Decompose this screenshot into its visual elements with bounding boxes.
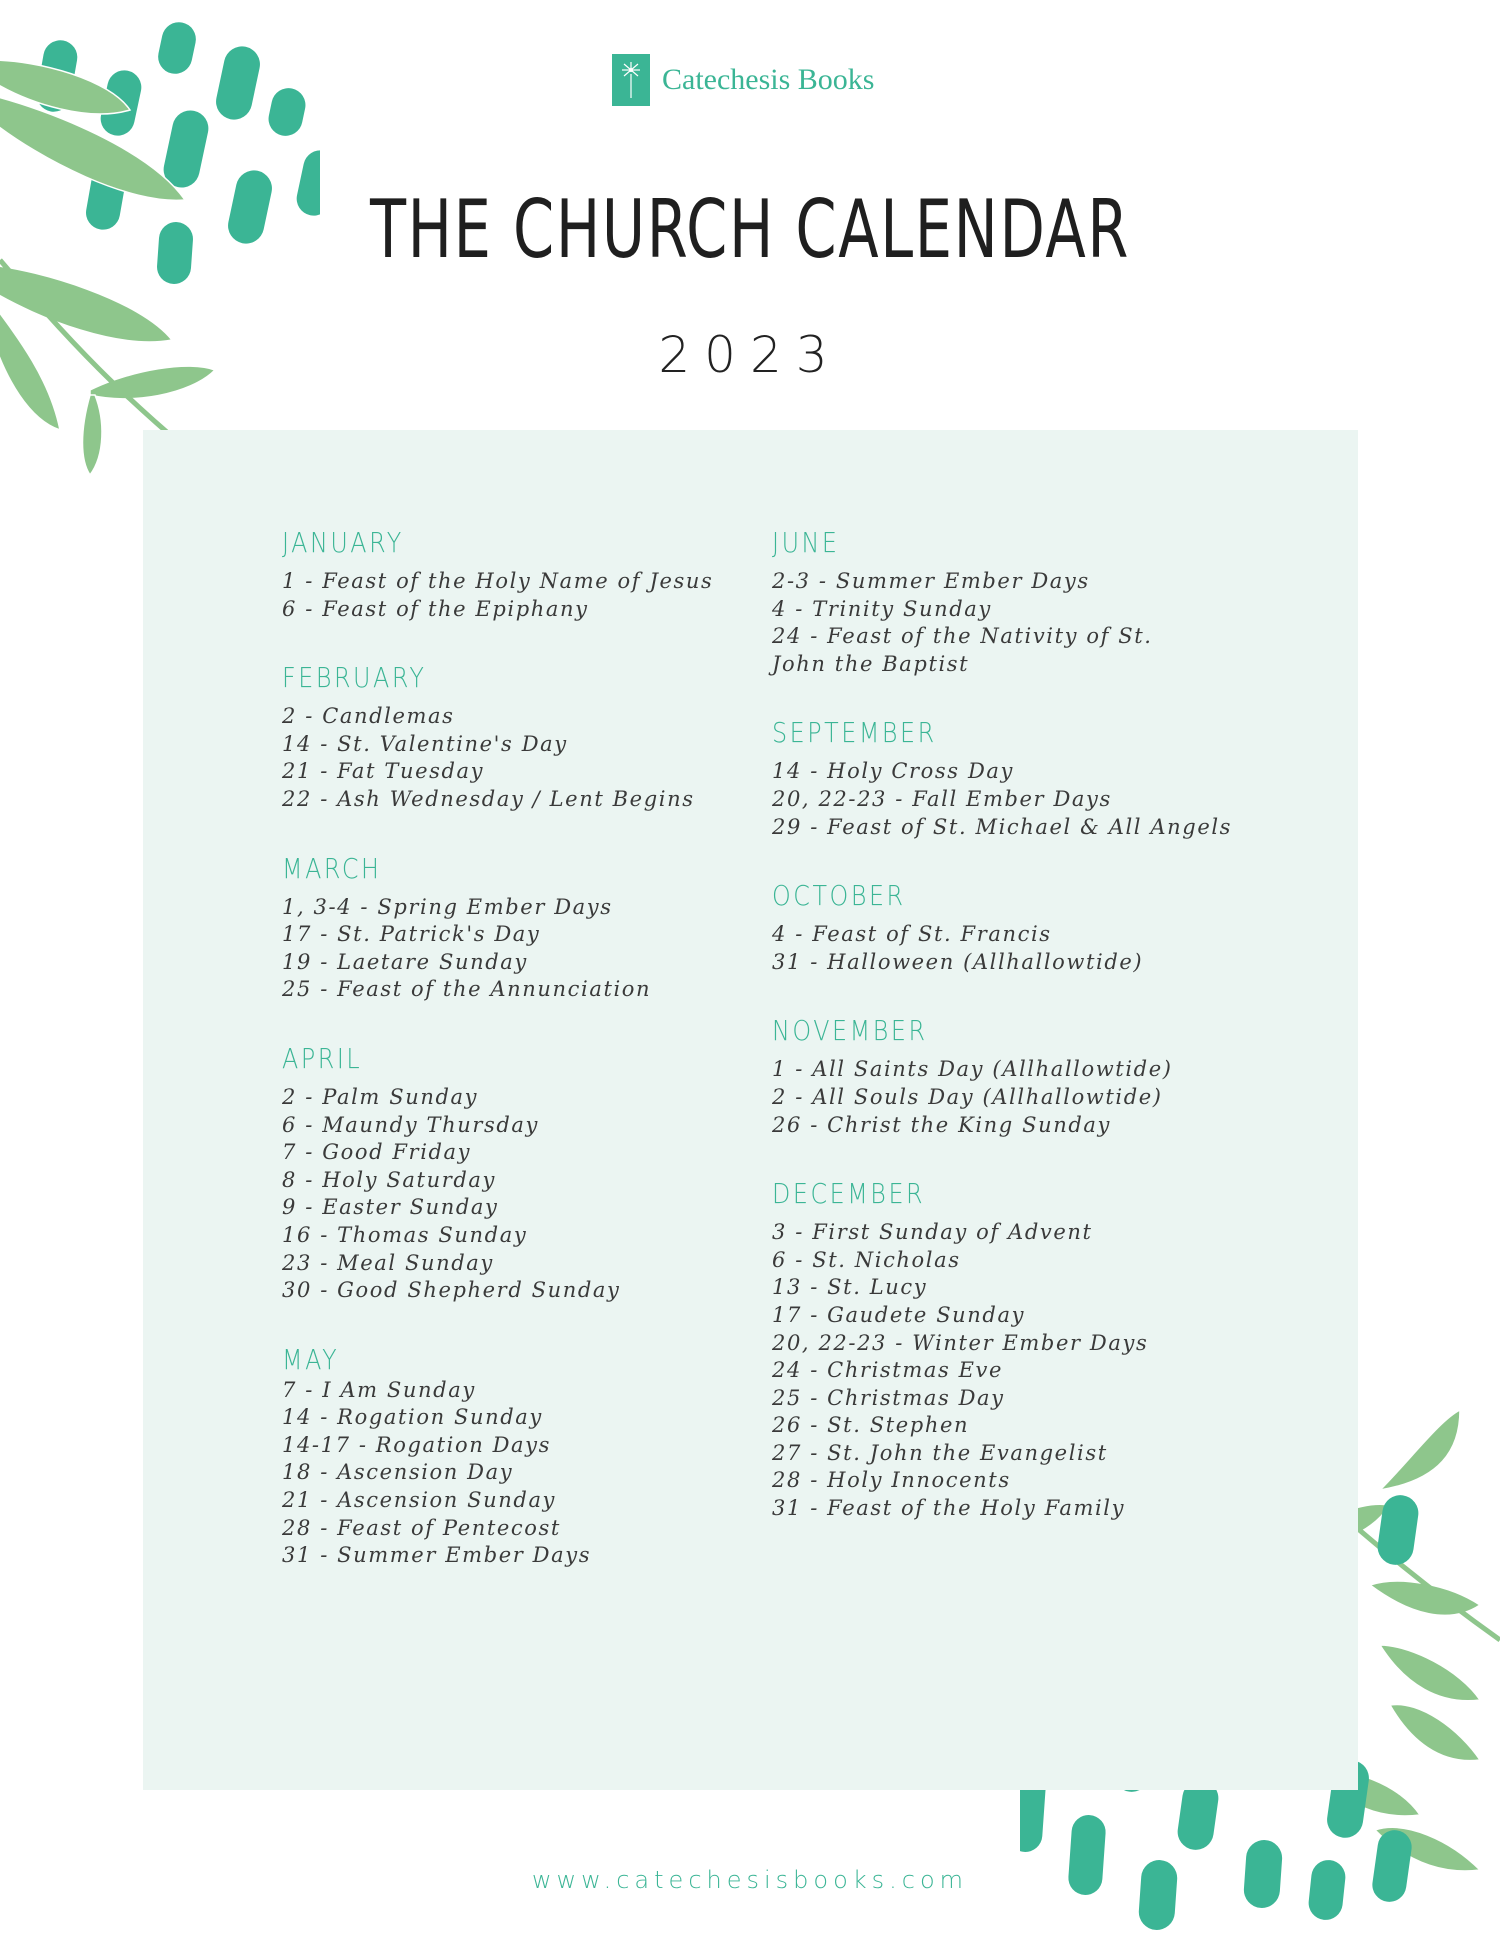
- calendar-column-left: [282, 528, 742, 1610]
- event-item: 14-17 - Rogation Days: [282, 1432, 551, 1457]
- event-item: 24 - Feast of the Nativity of St. John the Baptist: [772, 624, 1153, 676]
- event-item: 28 - Holy Innocents: [772, 1468, 1011, 1493]
- brand-name: Catechesis Books: [662, 63, 875, 96]
- event-item: 1 - All Saints Day (Allhallowtide): [772, 1057, 1173, 1082]
- event-item: 2 - Palm Sunday: [282, 1084, 479, 1109]
- month-september: [772, 718, 1292, 841]
- event-item: 6 - Maundy Thursday: [282, 1112, 539, 1137]
- month-december: [772, 1179, 1292, 1523]
- event-list: [282, 568, 742, 623]
- month-heading: MAY: [282, 1342, 340, 1376]
- event-item: 3 - First Sunday of Advent: [772, 1220, 1093, 1245]
- event-item: 9 - Easter Sunday: [282, 1195, 499, 1220]
- event-item: 13 - St. Lucy: [772, 1275, 928, 1300]
- month-may: [282, 1342, 742, 1570]
- event-item: 6 - St. Nicholas: [772, 1247, 961, 1272]
- event-item: 21 - Fat Tuesday: [282, 759, 485, 784]
- event-list: [282, 703, 742, 813]
- event-item: 17 - Gaudete Sunday: [772, 1302, 1026, 1327]
- event-list: [772, 758, 1292, 841]
- event-item: 4 - Feast of St. Francis: [772, 922, 1052, 947]
- event-item: 1 - Feast of the Holy Name of Jesus: [282, 569, 714, 593]
- event-item: 24 - Christmas Eve: [772, 1358, 1004, 1383]
- event-item: 28 - Feast of Pentecost: [282, 1515, 561, 1540]
- month-november: [772, 1016, 1292, 1139]
- event-item: 31 - Summer Ember Days: [282, 1543, 592, 1568]
- event-item: 25 - Feast of the Annunciation: [282, 977, 652, 1002]
- event-list: [282, 1084, 742, 1305]
- event-item: 4 - Trinity Sunday: [772, 596, 992, 621]
- month-heading: APRIL: [282, 1041, 363, 1075]
- month-heading: FEBRUARY: [282, 661, 427, 695]
- event-item: 23 - Meal Sunday: [282, 1250, 494, 1275]
- footer-url[interactable]: www.catechesisbooks.com: [531, 1866, 969, 1894]
- month-january: [282, 528, 742, 623]
- event-item: 1, 3-4 - Spring Ember Days: [282, 894, 613, 919]
- event-list: [772, 1056, 1292, 1139]
- event-item: 8 - Holy Saturday: [282, 1167, 496, 1192]
- month-heading: NOVEMBER: [772, 1014, 928, 1048]
- month-june: [772, 528, 1292, 678]
- event-item: 2 - Candlemas: [282, 704, 455, 729]
- page-title: THE CHURCH CALENDAR: [369, 183, 1131, 276]
- event-list: [772, 568, 1292, 678]
- event-item: 18 - Ascension Day: [282, 1460, 514, 1485]
- event-item: 7 - Good Friday: [282, 1140, 472, 1165]
- event-item: 26 - Christ the King Sunday: [772, 1112, 1111, 1137]
- month-october: [772, 881, 1292, 976]
- event-item: 27 - St. John the Evangelist: [772, 1440, 1108, 1465]
- event-item: 14 - Holy Cross Day: [772, 759, 1014, 784]
- calendar-column-right: [772, 528, 1292, 1563]
- month-heading: OCTOBER: [772, 879, 906, 913]
- event-item: 20, 22-23 - Winter Ember Days: [772, 1330, 1149, 1355]
- event-item: 25 - Christmas Day: [772, 1385, 1005, 1410]
- month-april: [282, 1041, 742, 1305]
- event-list: [772, 921, 1292, 976]
- event-item: 29 - Feast of St. Michael & All Angels: [772, 814, 1233, 839]
- event-item: 6 - Feast of the Epiphany: [282, 596, 589, 621]
- event-item: 21 - Ascension Sunday: [282, 1488, 557, 1513]
- month-march: [282, 851, 742, 1004]
- event-list: [282, 894, 742, 1004]
- brand-header: [612, 54, 874, 106]
- event-item: 22 - Ash Wednesday / Lent Begins: [282, 786, 695, 811]
- event-item: 7 - I Am Sunday: [282, 1377, 476, 1402]
- event-item: 20, 22-23 - Fall Ember Days: [772, 786, 1112, 811]
- event-item: 19 - Laetare Sunday: [282, 949, 528, 974]
- event-item: 16 - Thomas Sunday: [282, 1222, 528, 1247]
- event-list: [772, 1219, 1292, 1523]
- event-item: 14 - St. Valentine's Day: [282, 731, 568, 756]
- event-item: 31 - Halloween (Allhallowtide): [772, 949, 1144, 974]
- event-item: 14 - Rogation Sunday: [282, 1405, 543, 1430]
- month-heading: JUNE: [772, 526, 840, 559]
- event-item: 17 - St. Patrick's Day: [282, 922, 541, 947]
- month-heading: JANUARY: [282, 526, 404, 559]
- year-heading: 2023: [658, 326, 842, 384]
- event-item: 30 - Good Shepherd Sunday: [282, 1278, 621, 1303]
- month-february: [282, 663, 742, 813]
- event-item: 31 - Feast of the Holy Family: [772, 1496, 1126, 1521]
- event-item: 2 - All Souls Day (Allhallowtide): [772, 1084, 1163, 1109]
- event-item: 26 - St. Stephen: [772, 1413, 970, 1438]
- event-item: 2-3 - Summer Ember Days: [772, 569, 1090, 593]
- dandelion-icon: [612, 54, 650, 106]
- month-heading: DECEMBER: [772, 1177, 926, 1211]
- month-heading: MARCH: [282, 851, 382, 885]
- event-list: [282, 1377, 742, 1570]
- month-heading: SEPTEMBER: [772, 716, 937, 750]
